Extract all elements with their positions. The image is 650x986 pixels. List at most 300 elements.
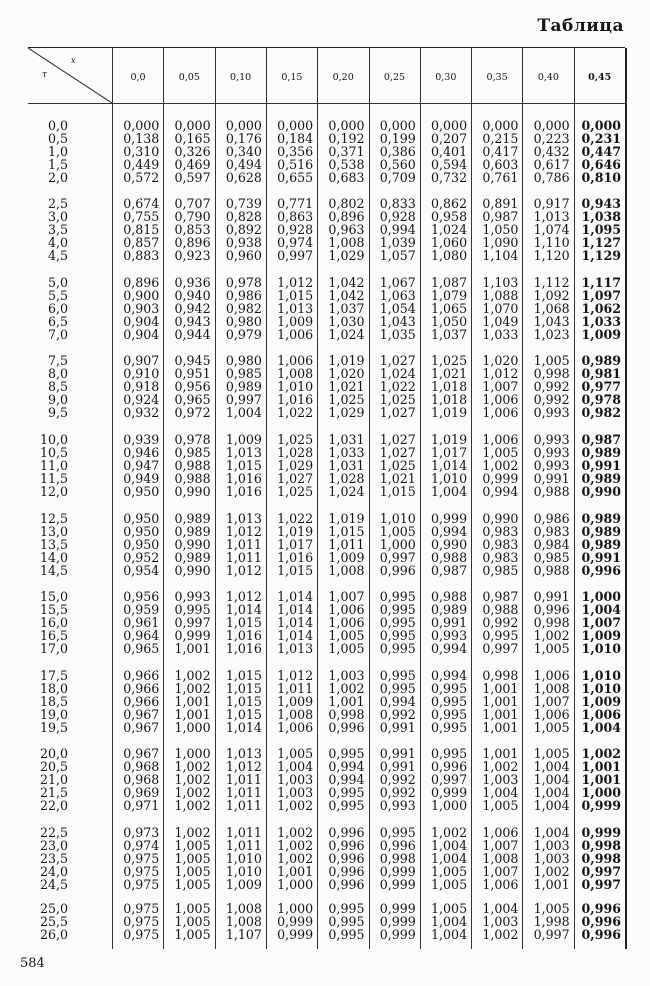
table-cell: 0,646 [581, 156, 621, 172]
table-cell: 0,000 [328, 118, 365, 133]
table-cell: 1,024 [379, 365, 416, 381]
table-cell: 1,002 [277, 797, 314, 813]
table-cell: 1,103 [482, 275, 519, 290]
table-cell: 0,853 [174, 221, 211, 237]
table-cell: 0,945 [174, 353, 211, 368]
table-cell: 1,037 [431, 326, 468, 342]
tau-value: 26,0 [39, 926, 68, 942]
table-cell: 0,987 [482, 208, 519, 224]
table-cell: 1,016 [225, 483, 262, 499]
table-cell: 1,015 [277, 287, 314, 303]
table-cell: 1,008 [277, 365, 314, 381]
table-cell: 1,029 [277, 457, 314, 473]
table-cell: 0,833 [379, 196, 416, 211]
table-cell: 0,996 [533, 601, 570, 617]
table-cell: 1,001 [482, 719, 519, 735]
table-cell: 0,980 [225, 353, 262, 368]
table-cell: 0,966 [123, 680, 160, 696]
table-cell: 0,989 [225, 378, 262, 394]
table-cell: 0,989 [581, 536, 621, 552]
table-cell: 1,010 [581, 668, 621, 683]
table-cell: 1,003 [533, 837, 570, 853]
table-cell: 1,000 [277, 901, 314, 916]
table-cell: 0,998 [533, 614, 570, 630]
table-cell: 0,594 [431, 156, 468, 172]
table-cell: 0,709 [379, 169, 416, 185]
table-cell: 1,022 [379, 378, 416, 394]
table-cell: 1,006 [277, 353, 314, 368]
table-cell: 0,603 [482, 156, 519, 172]
table-cell: 0,990 [174, 483, 211, 499]
tau-value: 0,0 [47, 118, 68, 133]
table-cell: 0,989 [431, 601, 468, 617]
table-cell: 0,975 [123, 876, 160, 892]
table-cell: 0,340 [225, 143, 262, 159]
table-cell: 0,985 [533, 549, 570, 565]
tau-value: 16,0 [39, 614, 68, 630]
column-header: 0,05 [178, 72, 200, 83]
table-cell: 0,995 [328, 784, 365, 800]
table-cell: 0,215 [482, 130, 519, 146]
table-cell: 0,356 [277, 143, 314, 159]
table-cell: 0,979 [225, 326, 262, 342]
table-cell: 0,371 [328, 143, 365, 159]
table-cell: 1,005 [174, 926, 211, 942]
table-cell: 1,025 [328, 391, 365, 407]
table-cell: 1,011 [225, 797, 262, 813]
table-cell: 1,005 [533, 901, 570, 916]
table-cell: 1,005 [174, 901, 211, 916]
tau-value: 0,5 [47, 130, 68, 146]
column-header: 0,0 [130, 72, 146, 83]
table-cell: 1,035 [379, 326, 416, 342]
table-cell: 1,002 [328, 680, 365, 696]
table-cell: 0,988 [431, 549, 468, 565]
table-cell: 1,001 [482, 746, 519, 761]
table-cell: 1,027 [379, 432, 416, 447]
table-cell: 0,991 [379, 719, 416, 735]
table-cell: 1,004 [277, 758, 314, 774]
table-cell: 0,999 [379, 863, 416, 879]
table-cell: 0,988 [482, 601, 519, 617]
tau-value: 25,0 [39, 901, 68, 916]
table-cell: 1,015 [225, 614, 262, 630]
tau-value: 13,5 [39, 536, 68, 552]
table-cell: 0,982 [581, 404, 621, 420]
table-cell: 0,924 [123, 391, 160, 407]
table-cell: 0,968 [123, 771, 160, 787]
table-cell: 0,000 [174, 118, 211, 133]
table-cell: 0,987 [581, 432, 621, 447]
table-cell: 1,017 [431, 444, 468, 460]
table-cell: 0,968 [123, 758, 160, 774]
table-cell: 0,999 [431, 511, 468, 526]
table-cell: 1,008 [225, 913, 262, 929]
table-cell: 0,995 [379, 601, 416, 617]
table-cell: 1,005 [277, 746, 314, 761]
table-cell: 1,009 [581, 627, 621, 643]
table-cell: 0,994 [379, 221, 416, 237]
table-cell: 1,012 [225, 758, 262, 774]
table-cell: 0,995 [328, 913, 365, 929]
table-cell: 0,432 [533, 143, 570, 159]
table-cell: 0,998 [533, 365, 570, 381]
table-cell: 1,002 [174, 797, 211, 813]
table-cell: 1,067 [379, 275, 416, 290]
table-cell: 0,950 [123, 511, 160, 526]
table-cell: 0,981 [581, 365, 621, 381]
table-cell: 0,516 [277, 156, 314, 172]
table-cell: 1,018 [431, 378, 468, 394]
table-cell: 0,956 [174, 378, 211, 394]
table-cell: 0,998 [482, 668, 519, 683]
table-cell: 0,999 [379, 876, 416, 892]
table-cell: 1,002 [277, 837, 314, 853]
table-cell: 1,050 [431, 313, 468, 329]
table-cell: 0,985 [174, 444, 211, 460]
table-cell: 0,900 [123, 287, 160, 303]
data-table [28, 47, 625, 949]
table-cell: 0,988 [533, 483, 570, 499]
table-cell: 1,020 [328, 365, 365, 381]
table-cell: 0,983 [482, 549, 519, 565]
table-cell: 1,129 [581, 247, 621, 263]
table-cell: 0,683 [328, 169, 365, 185]
table-cell: 0,994 [431, 523, 468, 539]
table-cell: 0,000 [533, 118, 570, 133]
table-cell: 0,617 [533, 156, 570, 172]
tau-value: 18,5 [39, 693, 68, 709]
table-cell: 1,004 [482, 784, 519, 800]
table-cell: 1,050 [482, 221, 519, 237]
column-divider [163, 48, 164, 949]
table-cell: 0,997 [533, 926, 570, 942]
table-cell: 0,997 [581, 863, 621, 879]
table-cell: 0,978 [174, 432, 211, 447]
column-header: 0,45 [588, 72, 612, 83]
table-cell: 1,014 [431, 457, 468, 473]
table-cell: 0,994 [431, 668, 468, 683]
table-cell: 1,005 [533, 719, 570, 735]
table-cell: 1,019 [431, 404, 468, 420]
table-cell: 1,006 [482, 404, 519, 420]
table-cell: 0,928 [277, 221, 314, 237]
table-cell: 1,005 [174, 837, 211, 853]
table-cell: 1,006 [533, 668, 570, 683]
table-cell: 0,973 [123, 825, 160, 840]
tau-value: 25,5 [39, 913, 68, 929]
table-cell: 1,019 [328, 353, 365, 368]
table-cell: 1,004 [533, 784, 570, 800]
table-cell: 1,010 [581, 640, 621, 656]
table-cell: 0,990 [174, 562, 211, 578]
table-cell: 0,989 [581, 511, 621, 526]
table-cell: 0,857 [123, 234, 160, 250]
table-cell: 1,095 [581, 221, 621, 237]
header-rule [28, 103, 625, 104]
table-cell: 0,975 [123, 901, 160, 916]
table-cell: 0,207 [431, 130, 468, 146]
table-cell: 1,005 [533, 640, 570, 656]
table-cell: 1,005 [328, 627, 365, 643]
table-cell: 0,000 [482, 118, 519, 133]
table-cell: 1,005 [533, 746, 570, 761]
table-cell: 1,002 [174, 825, 211, 840]
table-cell: 0,732 [431, 169, 468, 185]
table-cell: 0,000 [581, 118, 621, 133]
table-cell: 1,062 [581, 300, 621, 316]
table-cell: 1,004 [533, 797, 570, 813]
table-cell: 1,016 [277, 549, 314, 565]
table-cell: 1,001 [482, 680, 519, 696]
table-cell: 1,013 [277, 640, 314, 656]
table-cell: 0,992 [379, 784, 416, 800]
table-cell: 0,996 [379, 837, 416, 853]
table-cell: 0,990 [174, 536, 211, 552]
table-cell: 0,975 [123, 863, 160, 879]
table-cell: 1,002 [431, 825, 468, 840]
table-cell: 1,007 [482, 378, 519, 394]
table-cell: 0,963 [328, 221, 365, 237]
table-cell: 1,010 [225, 863, 262, 879]
table-cell: 0,993 [379, 797, 416, 813]
table-cell: 1,001 [174, 706, 211, 722]
table-cell: 1,005 [174, 850, 211, 866]
table-cell: 1,005 [533, 353, 570, 368]
table-cell: 0,987 [482, 589, 519, 604]
table-cell: 0,998 [581, 850, 621, 866]
table-cell: 0,983 [482, 536, 519, 552]
table-cell: 0,597 [174, 169, 211, 185]
table-cell: 0,199 [379, 130, 416, 146]
table-cell: 0,739 [225, 196, 262, 211]
table-cell: 0,995 [431, 693, 468, 709]
table-cell: 0,985 [482, 562, 519, 578]
table-cell: 1,112 [533, 275, 570, 290]
tau-value: 8,5 [47, 378, 68, 394]
table-cell: 0,944 [174, 326, 211, 342]
table-cell: 0,996 [328, 850, 365, 866]
table-cell: 1,012 [277, 668, 314, 683]
table-cell: 1,007 [482, 837, 519, 853]
table-cell: 1,015 [225, 457, 262, 473]
table-cell: 1,010 [581, 680, 621, 696]
table-cell: 0,990 [431, 536, 468, 552]
table-cell: 0,991 [533, 589, 570, 604]
tau-value: 11,5 [39, 470, 68, 486]
table-cell: 1,004 [431, 850, 468, 866]
table-cell: 1,024 [328, 483, 365, 499]
table-cell: 1,004 [225, 404, 262, 420]
tau-axis-label: τ [42, 70, 47, 80]
table-cell: 0,960 [225, 247, 262, 263]
table-cell: 1,027 [379, 404, 416, 420]
table-cell: 1,016 [225, 640, 262, 656]
table-cell: 1,002 [174, 784, 211, 800]
table-cell: 0,993 [533, 457, 570, 473]
table-cell: 0,996 [581, 901, 621, 916]
table-cell: 0,989 [174, 523, 211, 539]
table-cell: 1,004 [431, 913, 468, 929]
table-cell: 0,994 [328, 771, 365, 787]
table-cell: 0,999 [482, 470, 519, 486]
header-diagonal [28, 48, 112, 103]
tau-value: 15,0 [39, 589, 68, 604]
table-cell: 1,001 [482, 693, 519, 709]
table-cell: 0,988 [431, 589, 468, 604]
table-cell: 1,012 [225, 562, 262, 578]
table-cell: 1,010 [277, 378, 314, 394]
table-cell: 0,995 [431, 680, 468, 696]
tau-value: 24,0 [39, 863, 68, 879]
table-cell: 0,995 [379, 825, 416, 840]
table-cell: 0,971 [123, 797, 160, 813]
tau-value: 5,0 [47, 275, 68, 290]
table-cell: 0,674 [123, 196, 160, 211]
table-cell: 0,995 [174, 601, 211, 617]
table-cell: 0,707 [174, 196, 211, 211]
table-cell: 0,993 [533, 432, 570, 447]
table-cell: 0,969 [123, 784, 160, 800]
table-cell: 1,005 [379, 523, 416, 539]
table-cell: 1,005 [482, 444, 519, 460]
table-cell: 0,975 [123, 926, 160, 942]
table-cell: 0,978 [225, 275, 262, 290]
table-cell: 1,005 [431, 901, 468, 916]
table-cell: 0,942 [174, 300, 211, 316]
column-header: 0,25 [383, 72, 406, 83]
table-cell: 1,008 [277, 706, 314, 722]
tau-value: 4,5 [47, 247, 68, 263]
table-cell: 1,005 [174, 876, 211, 892]
table-cell: 1,037 [328, 300, 365, 316]
table-cell: 0,992 [533, 378, 570, 394]
table-cell: 1,022 [277, 404, 314, 420]
table-cell: 1,002 [174, 680, 211, 696]
table-cell: 1,007 [328, 589, 365, 604]
table-cell: 0,992 [379, 771, 416, 787]
table-cell: 1,013 [225, 511, 262, 526]
table-cell: 0,447 [581, 143, 621, 159]
table-cell: 0,996 [581, 913, 621, 929]
table-cell: 0,000 [431, 118, 468, 133]
table-cell: 0,989 [581, 523, 621, 539]
table-cell: 0,997 [482, 640, 519, 656]
tau-value: 21,5 [39, 784, 68, 800]
table-cell: 1,015 [225, 693, 262, 709]
table-cell: 0,891 [482, 196, 519, 211]
table-cell: 0,951 [174, 365, 211, 381]
table-cell: 1,006 [482, 876, 519, 892]
tau-value: 6,0 [47, 300, 68, 316]
table-cell: 1,009 [581, 326, 621, 342]
table-cell: 1,009 [581, 693, 621, 709]
tau-value: 17,0 [39, 640, 68, 656]
tau-value: 1,5 [47, 156, 68, 172]
table-cell: 0,771 [277, 196, 314, 211]
table-cell: 1,043 [379, 313, 416, 329]
table-cell: 0,401 [431, 143, 468, 159]
table-cell: 0,975 [123, 850, 160, 866]
table-cell: 0,176 [225, 130, 262, 146]
table-cell: 0,988 [174, 457, 211, 473]
column-divider [420, 48, 421, 949]
column-divider [112, 48, 113, 949]
table-cell: 1,009 [225, 876, 262, 892]
table-cell: 1,001 [328, 693, 365, 709]
table-cell: 0,950 [123, 523, 160, 539]
table-cell: 0,761 [482, 169, 519, 185]
table-cell: 0,997 [174, 614, 211, 630]
table-cell: 1,005 [174, 913, 211, 929]
table-cell: 0,494 [225, 156, 262, 172]
table-cell: 0,984 [533, 536, 570, 552]
table-cell: 1,014 [277, 614, 314, 630]
column-divider [625, 48, 627, 949]
table-cell: 0,986 [533, 511, 570, 526]
table-cell: 1,015 [225, 706, 262, 722]
table-cell: 1,029 [328, 247, 365, 263]
table-cell: 1,029 [328, 404, 365, 420]
table-cell: 1,006 [277, 719, 314, 735]
table-cell: 1,097 [581, 287, 621, 303]
tau-value: 17,5 [39, 668, 68, 683]
table-cell: 1,005 [431, 863, 468, 879]
tau-value: 16,5 [39, 627, 68, 643]
table-cell: 0,977 [581, 378, 621, 394]
table-cell: 1,025 [379, 391, 416, 407]
table-cell: 0,989 [581, 470, 621, 486]
tau-value: 23,5 [39, 850, 68, 866]
table-cell: 0,896 [328, 208, 365, 224]
table-cell: 1,065 [431, 300, 468, 316]
table-cell: 0,995 [431, 719, 468, 735]
table-cell: 1,014 [277, 627, 314, 643]
table-cell: 1,033 [328, 444, 365, 460]
column-header: 0,40 [537, 72, 559, 83]
table-cell: 1,002 [482, 758, 519, 774]
table-cell: 1,020 [482, 353, 519, 368]
table-cell: 1,043 [533, 313, 570, 329]
table-cell: 1,012 [225, 589, 262, 604]
table-cell: 0,896 [123, 275, 160, 290]
table-cell: 0,961 [123, 614, 160, 630]
table-cell: 0,910 [123, 365, 160, 381]
table-cell: 0,990 [482, 511, 519, 526]
table-cell: 1,011 [225, 784, 262, 800]
table-cell: 0,138 [123, 130, 160, 146]
table-cell: 0,992 [482, 614, 519, 630]
column-divider [215, 48, 216, 949]
table-cell: 0,326 [174, 143, 211, 159]
table-cell: 0,954 [123, 562, 160, 578]
table-cell: 1,000 [431, 797, 468, 813]
table-cell: 0,999 [174, 627, 211, 643]
table-cell: 1,090 [482, 234, 519, 250]
table-cell: 1,024 [431, 221, 468, 237]
table-cell: 1,004 [431, 483, 468, 499]
table-cell: 0,997 [379, 549, 416, 565]
table-cell: 1,001 [581, 771, 621, 787]
table-cell: 1,031 [328, 432, 365, 447]
table-cell: 0,862 [431, 196, 468, 211]
table-cell: 0,991 [581, 549, 621, 565]
tau-value: 7,0 [47, 326, 68, 342]
table-cell: 1,011 [225, 536, 262, 552]
table-cell: 0,828 [225, 208, 262, 224]
table-cell: 0,628 [225, 169, 262, 185]
table-cell: 1,033 [581, 313, 621, 329]
